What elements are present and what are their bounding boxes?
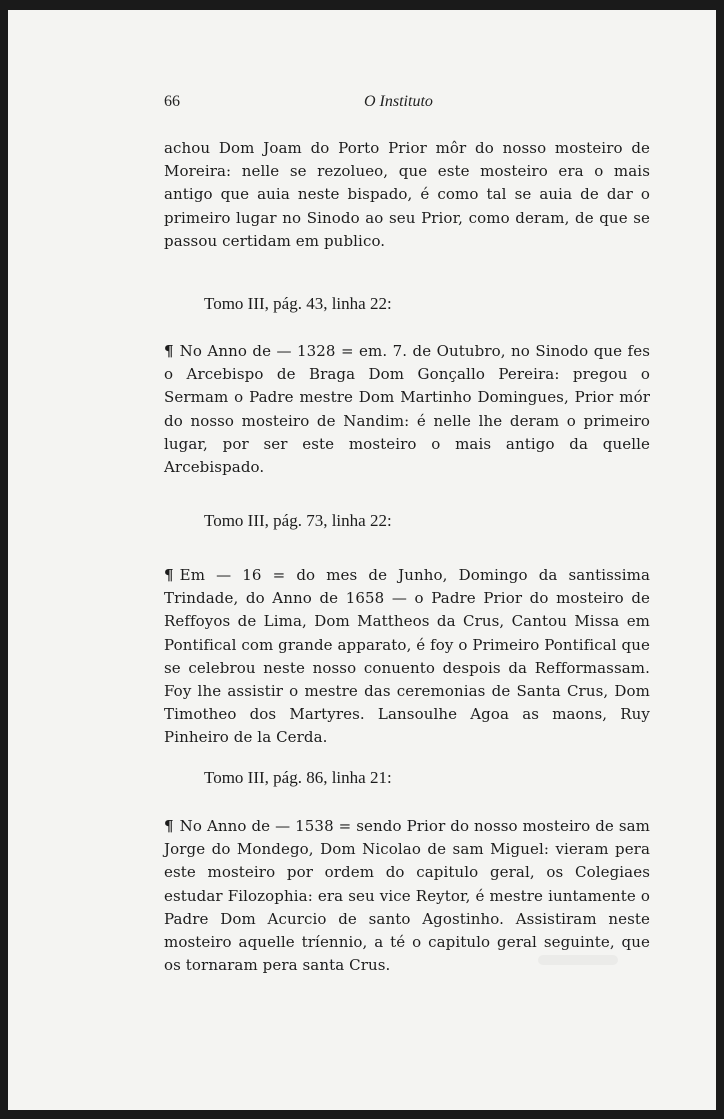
- paragraph-text: achou Dom Joam do Porto Prior môr do nosso mosteiro de Moreira: nelle se rezolueo, que este mosteiro era o mais antigo que auia neste bispado, é como tal se auia de dar o primeiro lugar no Sinodo ao seu Prior, como deram, de que se passou certidam em publico.: [164, 139, 650, 250]
- scan-smudge: [538, 955, 618, 965]
- pilcrow-icon: ¶: [164, 817, 174, 835]
- source-reference: Tomo III, pág. 43, linha 22:: [204, 294, 392, 313]
- page-header: [164, 93, 649, 117]
- book-page: [8, 10, 716, 1110]
- paragraph-text: No Anno de — 1538 = sendo Prior do nosso mosteiro de sam Jorge do Mondego, Dom Nicolao de sam Miguel: vieram pera este mosteiro por ordem do capitulo geral, os Colegiaes estudar Filozophia: era seu vice Reytor, é mestre iuntamente o Padre Dom Acurcio de santo Agostinho. Assistiram neste mosteiro aquelle tríennio, a té o capitulo geral seguinte, que os tornaram pera santa Crus.: [164, 817, 650, 975]
- pilcrow-icon: ¶: [164, 566, 174, 584]
- running-title: O Instituto: [364, 93, 433, 110]
- paragraph-continuation: [164, 137, 650, 253]
- page-number: 66: [164, 93, 180, 110]
- paragraph-entry: [164, 340, 650, 479]
- source-reference: Tomo III, pág. 86, linha 21:: [204, 768, 392, 787]
- paragraph-entry: [164, 815, 650, 977]
- paragraph-text: No Anno de — 1328 = em. 7. de Outubro, no Sinodo que fes o Arcebispo de Braga Dom Gonçallo Pereira: pregou o Sermam o Padre mestre Dom Martinho Domingues, Prior mór do nosso mosteiro de Nandim: é nelle lhe deram o primeiro lugar, por ser este mosteiro o mais antigo da quelle Arcebispado.: [164, 342, 650, 477]
- paragraph-text: Em — 16 = do mes de Junho, Domingo da santissima Trindade, do Anno de 1658 — o Padre Prior do mosteiro de Reffoyos de Lima, Dom Mattheos da Crus, Cantou Missa em Pontifical com grande apparato, é foy o Primeiro Pontifical que se celebrou neste nosso conuento despois da Refformassam. Foy lhe assistir o mestre das ceremonias de Santa Crus, Dom Timotheo dos Martyres. Lansoulhe Agoa as maons, Ruy Pinheiro de la Cerda.: [164, 566, 650, 747]
- source-reference: Tomo III, pág. 73, linha 22:: [204, 511, 392, 530]
- paragraph-entry: [164, 564, 650, 750]
- pilcrow-icon: ¶: [164, 342, 174, 360]
